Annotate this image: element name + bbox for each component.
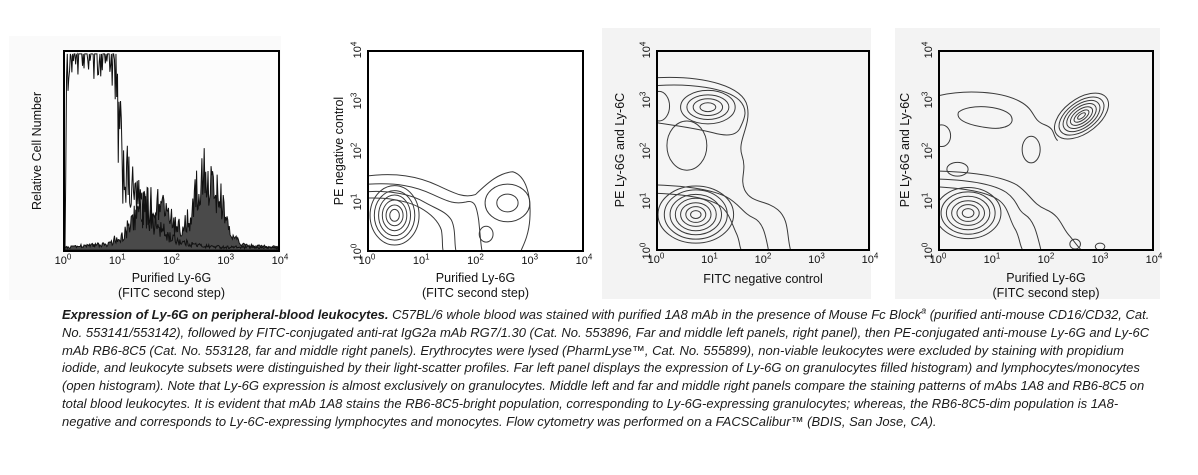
panel1-x-axis-label-line1: Purified Ly-6G — [131, 271, 212, 285]
pe-negative-contour-svg — [369, 52, 582, 250]
tick-label: $10^4$ — [861, 251, 879, 266]
filled-histogram-granulocytes — [65, 148, 278, 250]
panel4-x-axis-label-line2: (FITC second step) — [992, 286, 1100, 300]
panel4-x-axis-label-line1: Purified Ly-6G — [1006, 271, 1086, 285]
panel2-y-axis-label: PE negative control — [332, 96, 346, 206]
tick-label: $10^3$ — [521, 252, 539, 267]
panel2-x-ticks — [358, 252, 593, 269]
panel3-x-ticks — [647, 251, 879, 268]
panel3-y-axis-label: PE Ly-6G and Ly-6C — [613, 92, 627, 208]
panel4-x-ticks — [929, 251, 1163, 268]
dual-stain-contour-svg — [940, 52, 1152, 249]
tick-label: $10^2$ — [920, 142, 935, 159]
panel2-x-axis-label-line1: Purified Ly-6G — [435, 271, 516, 285]
panel1-y-axis-label: Relative Cell Number — [30, 91, 44, 211]
panel1-x-axis-label-line2: (FITC second step) — [118, 286, 225, 300]
tick-label: $10^4$ — [638, 41, 653, 59]
fitc-negative-contour-svg — [658, 52, 868, 249]
tick-label: $10^2$ — [163, 252, 180, 267]
tick-label: $10^3$ — [1091, 251, 1109, 266]
tick-label: $10^3$ — [808, 251, 825, 266]
panel3-x-axis-label: FITC negative control — [703, 272, 823, 286]
tick-label: $10^1$ — [701, 251, 718, 266]
panel2-plot — [367, 50, 584, 252]
panel3-y-ticks — [638, 41, 655, 260]
tick-label: $10^4$ — [349, 41, 364, 59]
tick-label: $10^0$ — [929, 251, 947, 266]
panel4-plot — [938, 50, 1154, 251]
tick-label: $10^4$ — [920, 41, 935, 59]
panel4-y-axis-label: PE Ly-6G and Ly-6C — [898, 92, 912, 208]
tick-label: $10^3$ — [638, 91, 653, 109]
figure-caption: Expression of Ly-6G on peripheral-blood leukocytes. C57BL/6 whole blood was stained with purified 1A8 mAb in the presence of Mouse Fc Block$^a$ (purified anti-mouse CD16/CD32, Cat. No. 553141/553142), followed by FITC-conjugated anti-rat IgG2a mAb RG7/1.30 (Cat. No. 553896, Far and middle left panels, right panel), then PE-conjugated anti-mouse Ly-6G and Ly-6C mAb RB6-8C5 (Cat. No. 553128, far and middle right panels). Erythrocytes were lysed (PharmLyse™, Cat. No. 555899), non-viable leukocytes were excluded by staining with propidium iodide, and leukocyte subsets were distinguished by their light-scatter profiles. Far left panel displays the expression of Ly-6G on granulocytes filled histogram) and lymphocytes/monocytes (open histogram). Note that Ly-6G expression is almost exclusively on granulocytes. Middle left and far and middle right panels compare the staining patterns of mAbs 1A8 and RB6-8C5 on total blood leukocytes. It is evident that mAb 1A8 stains the RB6-8C5-bright population, corresponding to Ly-6G-expressing granulocytes; whereas, the RB6-8C5-dim population is 1A8-negative and corresponds to Ly-6C-expressing lymphocytes and monocytes. Flow cytometry was performed on a FACSCalibur™ (BDIS, San Jose, CA). — [62, 305, 1150, 429]
panel1-plot — [63, 50, 280, 252]
tick-label: $10^0$ — [647, 251, 665, 266]
panel2-x-axis-label-line2: (FITC second step) — [422, 286, 529, 300]
tick-label: $10^1$ — [108, 252, 126, 267]
panel4-y-ticks — [920, 41, 937, 260]
tick-label: $10^2$ — [1037, 251, 1055, 266]
tick-label: $10^1$ — [349, 193, 364, 210]
tick-label: $10^2$ — [349, 142, 364, 160]
tick-label: $10^4$ — [575, 252, 593, 267]
tick-label: $10^1$ — [983, 251, 1001, 266]
tick-label: $10^0$ — [54, 252, 72, 267]
tick-label: $10^1$ — [638, 192, 653, 210]
tick-label: $10^4$ — [271, 252, 289, 267]
tick-label: $10^2$ — [467, 252, 484, 267]
panel2-y-ticks — [349, 41, 366, 261]
panel1-x-ticks — [54, 252, 289, 269]
histogram-plot-svg — [65, 52, 278, 250]
panel3-plot — [656, 50, 870, 251]
tick-label: $10^0$ — [358, 252, 376, 267]
tick-label: $10^2$ — [638, 142, 653, 159]
tick-label: $10^0$ — [920, 242, 935, 260]
tick-label: $10^3$ — [217, 252, 235, 267]
tick-label: $10^1$ — [920, 192, 935, 210]
tick-label: $10^4$ — [1145, 251, 1163, 266]
tick-label: $10^3$ — [920, 91, 935, 109]
tick-label: $10^1$ — [412, 252, 430, 267]
tick-label: $10^0$ — [349, 243, 364, 261]
tick-label: $10^3$ — [349, 92, 364, 109]
tick-label: $10^2$ — [754, 251, 772, 266]
tick-label: $10^0$ — [638, 242, 653, 260]
